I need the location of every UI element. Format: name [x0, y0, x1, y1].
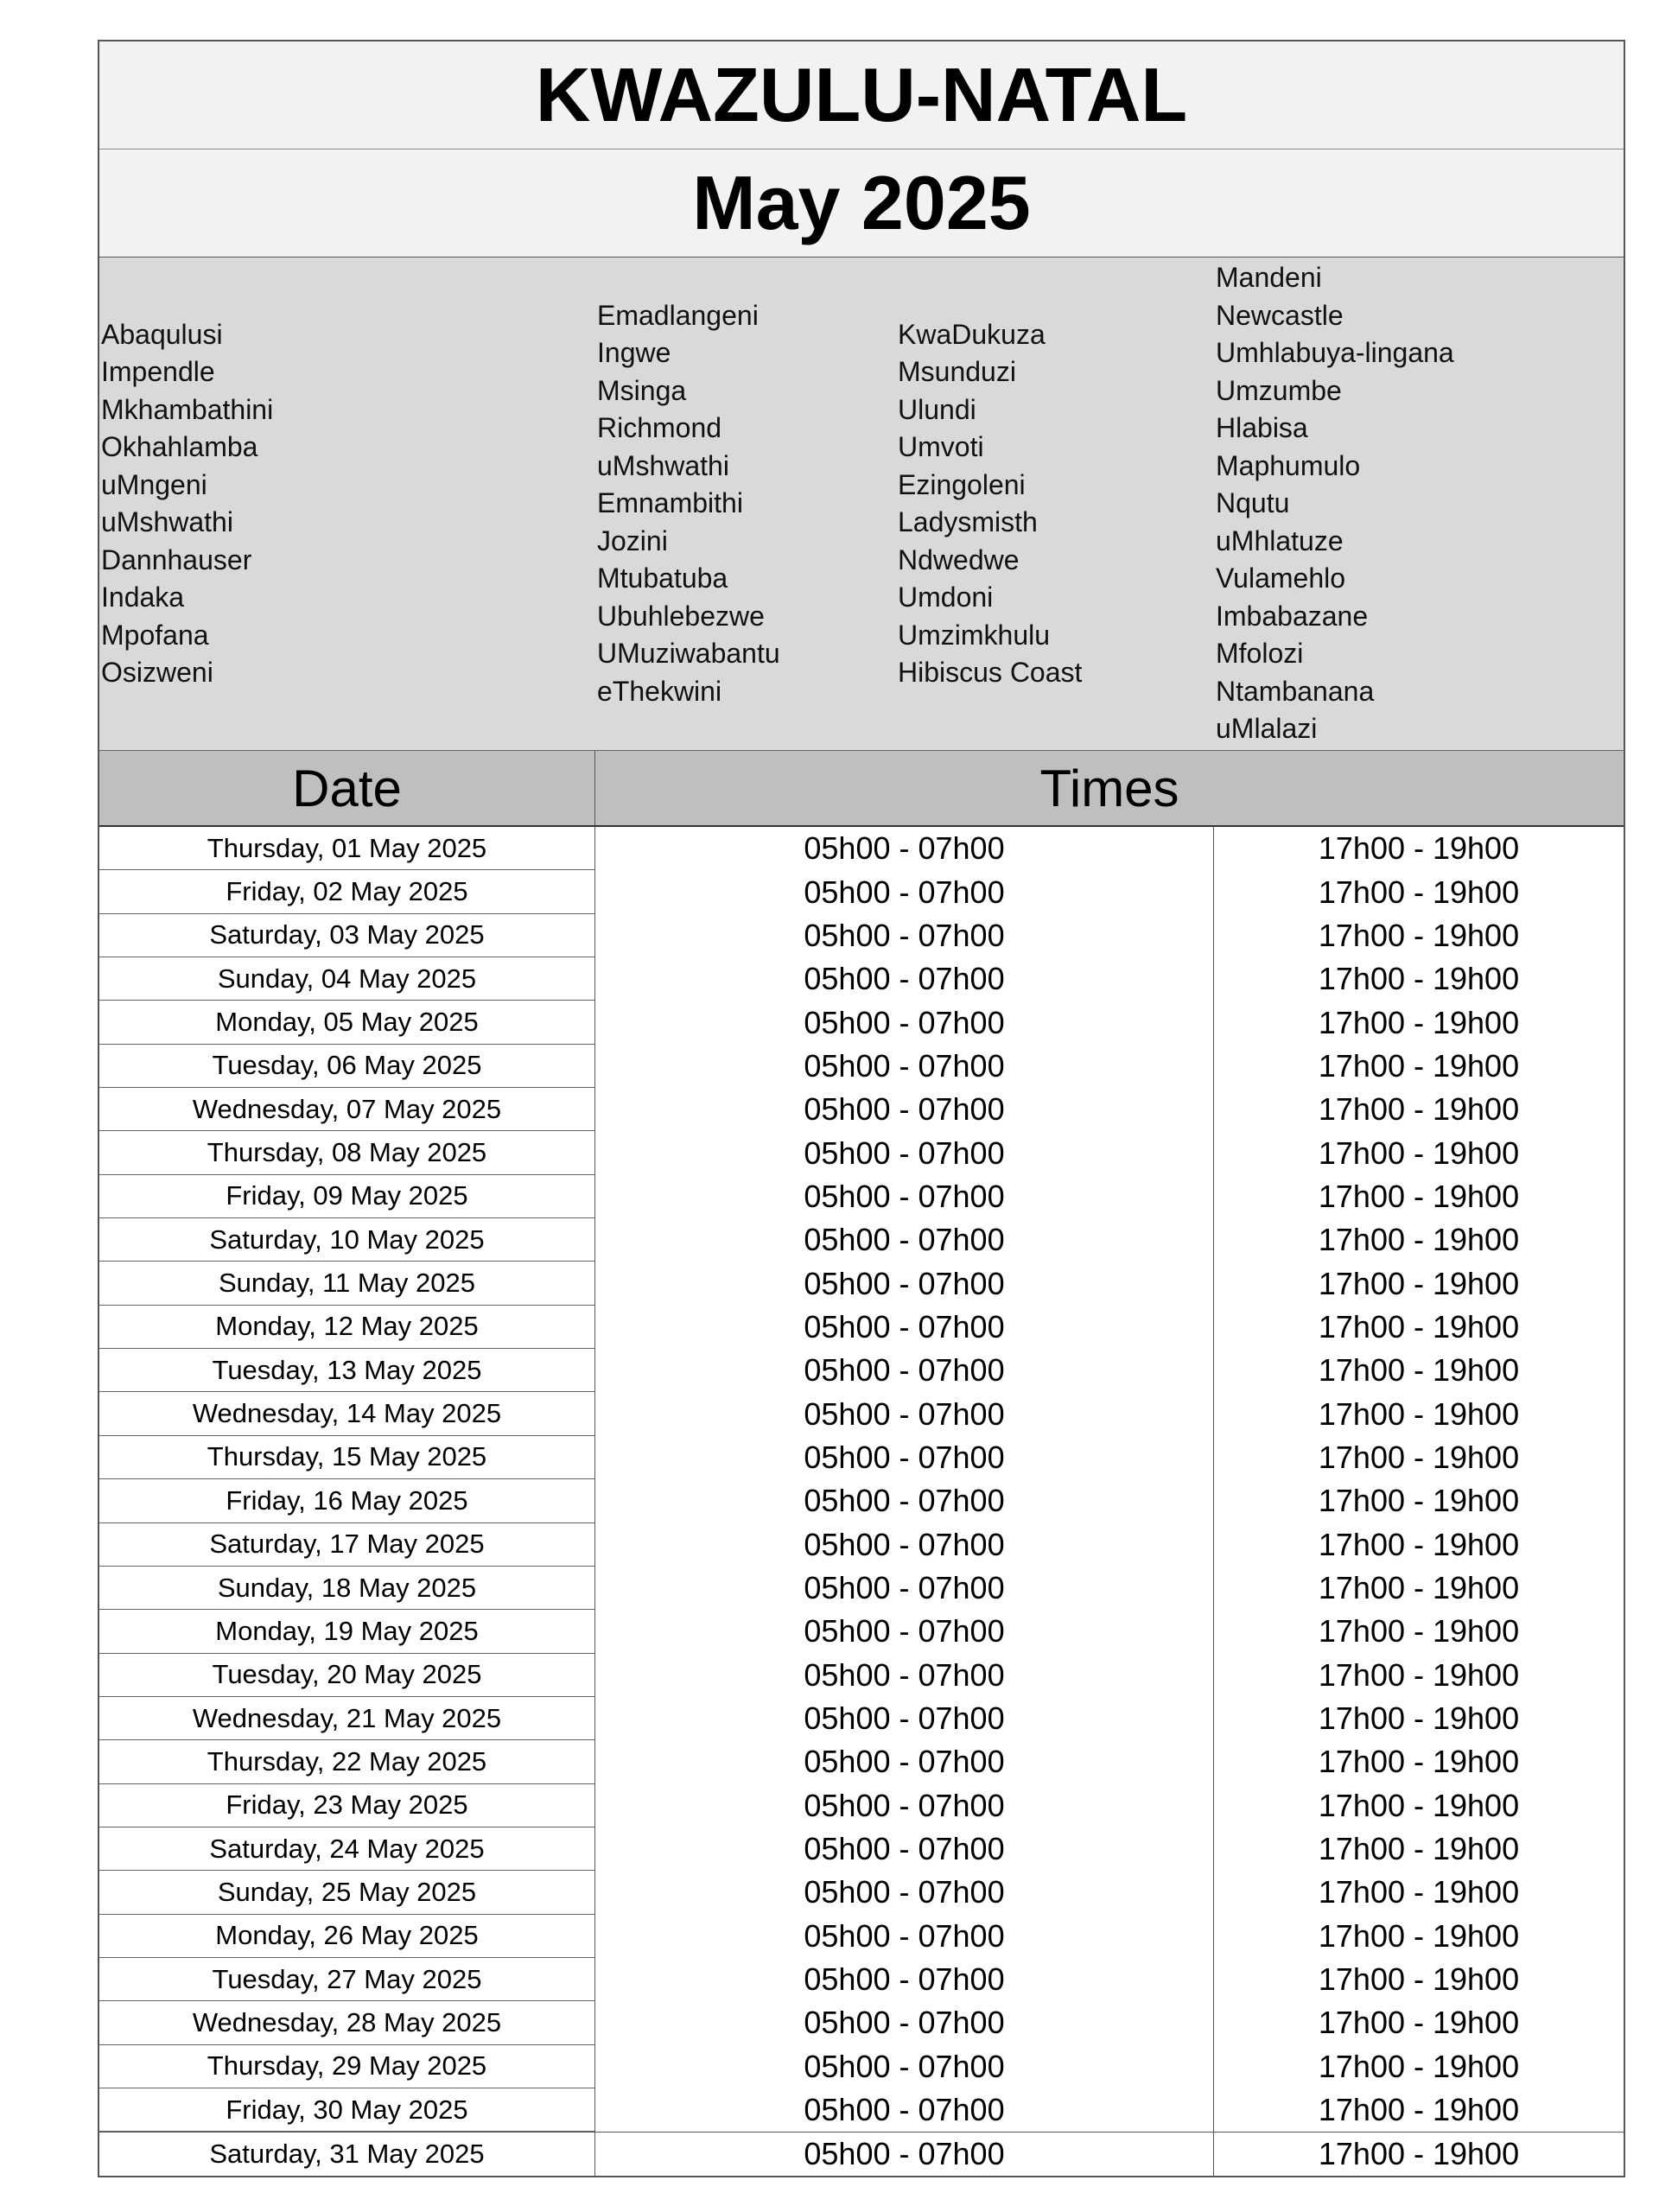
area-name: Imbabazane [1216, 600, 1369, 632]
date-cell: Saturday, 10 May 2025 [99, 1218, 595, 1262]
morning-slot-cell: 05h00 - 07h00 [595, 1392, 1214, 1435]
evening-slot-cell: 17h00 - 19h00 [1318, 1570, 1520, 1606]
area-name: Maphumulo [1216, 449, 1361, 481]
evening-slot-cell: 17h00 - 19h00 [1318, 1656, 1520, 1693]
area-name: Hibiscus Coast [898, 657, 1083, 688]
area-name: Umvoti [898, 431, 984, 462]
table-row [99, 1479, 1624, 1522]
table-row [99, 1697, 1624, 1740]
table-row [99, 1392, 1624, 1435]
area-name: UMuziwabantu [597, 638, 780, 670]
date-cell: Sunday, 18 May 2025 [99, 1567, 595, 1610]
table-row [99, 1131, 1624, 1174]
morning-slot-cell: 05h00 - 07h00 [595, 2001, 1214, 2044]
morning-slot-cell: 05h00 - 07h00 [595, 1088, 1214, 1131]
area-name: Umdoni [898, 582, 994, 613]
area-name: Nqutu [1216, 487, 1290, 519]
date-cell: Sunday, 04 May 2025 [99, 957, 595, 1001]
area-column-3 [898, 257, 1082, 750]
date-cell: Tuesday, 06 May 2025 [99, 1045, 595, 1088]
date-cell: Monday, 12 May 2025 [99, 1306, 595, 1349]
table-row [99, 1262, 1624, 1305]
area-name: Indaka [101, 582, 185, 613]
table-row [99, 1088, 1624, 1131]
table-row [99, 1567, 1624, 1610]
area-list-panel [99, 257, 1624, 751]
evening-slot-cell: 17h00 - 19h00 [1318, 1352, 1520, 1389]
table-row [99, 957, 1624, 1001]
evening-slot-cell: 17h00 - 19h00 [1318, 1961, 1520, 1998]
evening-slot-cell: 17h00 - 19h00 [1318, 1917, 1520, 1954]
table-header [99, 751, 1624, 827]
evening-slot-cell: 17h00 - 19h00 [1318, 1526, 1520, 1562]
morning-slot-cell: 05h00 - 07h00 [595, 1175, 1214, 1218]
table-row [99, 914, 1624, 957]
date-cell: Saturday, 17 May 2025 [99, 1523, 595, 1567]
morning-slot-cell: 05h00 - 07h00 [595, 1740, 1214, 1783]
morning-slot-cell: 05h00 - 07h00 [595, 1654, 1214, 1697]
evening-slot-cell: 17h00 - 19h00 [1318, 1744, 1520, 1780]
date-cell: Wednesday, 28 May 2025 [99, 2001, 595, 2044]
morning-slot-cell: 05h00 - 07h00 [595, 1349, 1214, 1392]
evening-slot-cell: 17h00 - 19h00 [1318, 1135, 1520, 1171]
evening-slot-cell: 17h00 - 19h00 [1318, 2005, 1520, 2041]
area-name: Richmond [597, 412, 722, 444]
date-cell: Sunday, 11 May 2025 [99, 1262, 595, 1305]
table-row [99, 2001, 1624, 2044]
table-row [99, 2088, 1624, 2132]
date-cell: Thursday, 29 May 2025 [99, 2045, 595, 2088]
area-name: Hlabisa [1216, 412, 1308, 444]
date-cell: Saturday, 24 May 2025 [99, 1827, 595, 1871]
morning-slot-cell: 05h00 - 07h00 [595, 1697, 1214, 1740]
morning-slot-cell: 05h00 - 07h00 [595, 1915, 1214, 1958]
area-name: Umhlabuya-lingana [1216, 337, 1454, 369]
evening-slot-cell: 17h00 - 19h00 [1318, 2135, 1520, 2171]
area-name: Ladysmisth [898, 506, 1038, 537]
area-name: Newcastle [1216, 299, 1344, 331]
area-name: eThekwini [597, 675, 722, 707]
date-cell: Monday, 26 May 2025 [99, 1915, 595, 1958]
morning-slot-cell: 05h00 - 07h00 [595, 957, 1214, 1001]
date-cell: Saturday, 31 May 2025 [99, 2133, 595, 2175]
morning-slot-cell: 05h00 - 07h00 [595, 1567, 1214, 1610]
area-name: Umzumbe [1216, 374, 1342, 406]
area-name: Ndwedwe [898, 543, 1020, 575]
morning-slot-cell: 05h00 - 07h00 [595, 827, 1214, 870]
area-name: Ezingoleni [898, 468, 1026, 500]
area-column-4 [1216, 257, 1454, 750]
morning-slot-cell: 05h00 - 07h00 [595, 2133, 1214, 2175]
morning-slot-cell: 05h00 - 07h00 [595, 1045, 1214, 1088]
area-name: Ubuhlebezwe [597, 600, 765, 632]
area-name: Vulamehlo [1216, 563, 1346, 594]
date-cell: Thursday, 01 May 2025 [99, 827, 595, 870]
schedule-table-body [99, 827, 1624, 2176]
evening-slot-cell: 17h00 - 19h00 [1318, 1787, 1520, 1823]
table-row [99, 2045, 1624, 2088]
area-column-1 [101, 257, 273, 750]
table-row [99, 1654, 1624, 1697]
evening-slot-cell: 17h00 - 19h00 [1318, 2048, 1520, 2084]
date-cell: Saturday, 03 May 2025 [99, 914, 595, 957]
area-name: Ntambanana [1216, 675, 1375, 707]
date-cell: Thursday, 15 May 2025 [99, 1436, 595, 1479]
evening-slot-cell: 17h00 - 19h00 [1318, 1091, 1520, 1128]
date-cell: Friday, 30 May 2025 [99, 2088, 595, 2132]
morning-slot-cell: 05h00 - 07h00 [595, 1827, 1214, 1871]
morning-slot-cell: 05h00 - 07h00 [595, 1306, 1214, 1349]
evening-slot-cell: 17h00 - 19h00 [1318, 1439, 1520, 1475]
evening-slot-cell: 17h00 - 19h00 [1318, 1004, 1520, 1040]
evening-slot-cell: 17h00 - 19h00 [1318, 1222, 1520, 1258]
area-name: Impendle [101, 356, 215, 387]
area-name: Jozini [597, 524, 668, 556]
table-row [99, 827, 1624, 870]
morning-slot-cell: 05h00 - 07h00 [595, 1784, 1214, 1827]
area-name: uMshwathi [597, 449, 729, 481]
date-cell: Wednesday, 07 May 2025 [99, 1088, 595, 1131]
table-row [99, 2132, 1624, 2175]
area-name: Okhahlamba [101, 431, 258, 462]
morning-slot-cell: 05h00 - 07h00 [595, 1610, 1214, 1653]
area-name: Emadlangeni [597, 299, 759, 331]
times-column-header: Times [1039, 759, 1179, 817]
table-row [99, 1827, 1624, 1871]
date-cell: Friday, 09 May 2025 [99, 1175, 595, 1218]
evening-slot-cell: 17h00 - 19h00 [1318, 1613, 1520, 1649]
area-name: Emnambithi [597, 487, 743, 519]
table-row [99, 1740, 1624, 1783]
date-column-header: Date [99, 751, 595, 825]
area-name: uMhlatuze [1216, 524, 1344, 556]
date-cell: Tuesday, 13 May 2025 [99, 1349, 595, 1392]
morning-slot-cell: 05h00 - 07h00 [595, 2088, 1214, 2132]
date-cell: Wednesday, 14 May 2025 [99, 1392, 595, 1435]
date-cell: Sunday, 25 May 2025 [99, 1871, 595, 1914]
evening-slot-cell: 17h00 - 19h00 [1318, 874, 1520, 910]
morning-slot-cell: 05h00 - 07h00 [595, 1479, 1214, 1522]
morning-slot-cell: 05h00 - 07h00 [595, 1218, 1214, 1262]
table-row [99, 1045, 1624, 1088]
date-cell: Thursday, 22 May 2025 [99, 1740, 595, 1783]
area-name: Msinga [597, 374, 687, 406]
evening-slot-cell: 17h00 - 19h00 [1318, 961, 1520, 997]
morning-slot-cell: 05h00 - 07h00 [595, 1262, 1214, 1305]
month-title: May 2025 [99, 149, 1624, 257]
evening-slot-cell: 17h00 - 19h00 [1318, 1308, 1520, 1344]
area-column-2 [597, 257, 780, 750]
area-name: Abaqulusi [101, 318, 223, 350]
evening-slot-cell: 17h00 - 19h00 [1318, 2092, 1520, 2128]
evening-slot-cell: 17h00 - 19h00 [1318, 1395, 1520, 1432]
date-cell: Tuesday, 27 May 2025 [99, 1958, 595, 2001]
date-cell: Thursday, 08 May 2025 [99, 1131, 595, 1174]
area-name: uMshwathi [101, 506, 233, 537]
table-row [99, 1871, 1624, 1914]
region-title: KWAZULU-NATAL [99, 41, 1624, 149]
table-row [99, 1349, 1624, 1392]
date-cell: Monday, 19 May 2025 [99, 1610, 595, 1653]
area-name: Mkhambathini [101, 393, 274, 425]
area-name: Dannhauser [101, 543, 252, 575]
morning-slot-cell: 05h00 - 07h00 [595, 1958, 1214, 2001]
table-row [99, 1306, 1624, 1349]
date-cell: Wednesday, 21 May 2025 [99, 1697, 595, 1740]
table-row [99, 1958, 1624, 2001]
morning-slot-cell: 05h00 - 07h00 [595, 870, 1214, 913]
area-name: Mfolozi [1216, 638, 1304, 670]
date-cell: Friday, 23 May 2025 [99, 1784, 595, 1827]
area-name: Ulundi [898, 393, 976, 425]
morning-slot-cell: 05h00 - 07h00 [595, 1871, 1214, 1914]
table-row [99, 1218, 1624, 1262]
schedule-sheet [98, 40, 1625, 2177]
area-name: uMlalazi [1216, 713, 1318, 745]
area-name: KwaDukuza [898, 318, 1046, 350]
evening-slot-cell: 17h00 - 19h00 [1318, 1700, 1520, 1737]
area-name: Mtubatuba [597, 563, 728, 594]
date-cell: Friday, 16 May 2025 [99, 1479, 595, 1522]
area-name: Umzimkhulu [898, 619, 1051, 651]
date-cell: Monday, 05 May 2025 [99, 1001, 595, 1044]
evening-slot-cell: 17h00 - 19h00 [1318, 1874, 1520, 1910]
area-name: Ingwe [597, 337, 671, 369]
area-name: Mpofana [101, 619, 209, 651]
morning-slot-cell: 05h00 - 07h00 [595, 914, 1214, 957]
table-row [99, 1175, 1624, 1218]
table-row [99, 1915, 1624, 1958]
date-cell: Tuesday, 20 May 2025 [99, 1654, 595, 1697]
area-name: Osizweni [101, 657, 213, 688]
evening-slot-cell: 17h00 - 19h00 [1318, 1265, 1520, 1301]
evening-slot-cell: 17h00 - 19h00 [1318, 917, 1520, 953]
morning-slot-cell: 05h00 - 07h00 [595, 1436, 1214, 1479]
table-row [99, 1001, 1624, 1044]
morning-slot-cell: 05h00 - 07h00 [595, 1131, 1214, 1174]
area-name: Mandeni [1216, 262, 1322, 294]
area-name: Msunduzi [898, 356, 1016, 387]
date-cell: Friday, 02 May 2025 [99, 870, 595, 913]
evening-slot-cell: 17h00 - 19h00 [1318, 830, 1520, 867]
evening-slot-cell: 17h00 - 19h00 [1318, 1047, 1520, 1084]
evening-slot-cell: 17h00 - 19h00 [1318, 1831, 1520, 1867]
table-row [99, 1784, 1624, 1827]
area-name: uMngeni [101, 468, 207, 500]
table-row [99, 1436, 1624, 1479]
evening-slot-cell: 17h00 - 19h00 [1318, 1178, 1520, 1214]
table-row [99, 1523, 1624, 1567]
morning-slot-cell: 05h00 - 07h00 [595, 2045, 1214, 2088]
morning-slot-cell: 05h00 - 07h00 [595, 1523, 1214, 1567]
table-row [99, 870, 1624, 913]
morning-slot-cell: 05h00 - 07h00 [595, 1001, 1214, 1044]
evening-slot-cell: 17h00 - 19h00 [1318, 1483, 1520, 1519]
table-row [99, 1610, 1624, 1653]
